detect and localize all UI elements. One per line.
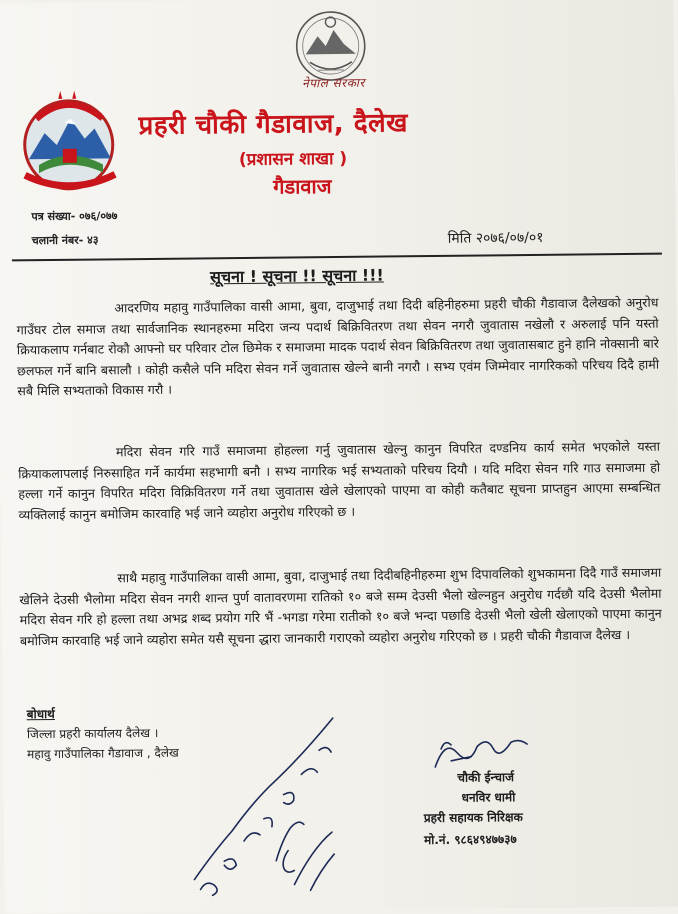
signatory-mobile: मो.नं. ९८६४९४७७३७: [423, 832, 517, 848]
seal-caption: नेपाल सरकार: [302, 75, 365, 91]
signatory-rank: प्रहरी सहायक निरिक्षक: [423, 810, 523, 826]
letter-date: मिति २०७६/०७/०१: [447, 229, 544, 247]
letter-number: पत्र संख्या- ०७६/०७७: [31, 209, 118, 224]
header-divider: [12, 253, 662, 262]
dispatch-number: चलानी नंबर- ४३: [31, 233, 99, 248]
office-title: प्रहरी चौकी गैडावाज, दैलेख: [138, 108, 409, 142]
notice-heading: सूचना ! सूचना !! सूचना !!!: [210, 265, 384, 287]
bodhartha-recipient: महावु गाउँपालिका गैडावाज , दैलेख: [27, 745, 179, 762]
notice-paragraph-2: मदिरा सेवन गरि गाउँ समाजमा होहल्ला गर्नु जुवातास खेल्नु कानुन विपरित दण्डनिय कार्य समेत भएकोले यस्ता क्रियाकलापलाई निरुसाहित गर्ने कार्यमा सहभागी बनौ । सभ्य नागरिक भई सभ्यताको परिचय दियौ । यदि मदिरा सेवन गरि गाउ समाजमा हो हल्ला गर्ने कानुन विपरित मदिरा विक्रिवितरण गर्ने तथा जुवातास खेले खेलाएको पाएमा वा कोही कतैबाट सूचना प्राप्तहुन आएमा सम्बन्धित व्यक्तिलाई कानुन बमोजिम कारवाहि भई जाने व्यहोरा अनुरोध गरिएको छ ।: [18, 438, 661, 522]
notice-paragraph-1: आदरणिय महावु गाउँपालिका वासी आमा, बुवा, दाजुभाई तथा दिदी बहिनीहरुमा प्रहरी चौकी गैडावाज दैलेखको अनुरोध गाउँघर टोल समाज तथा सार्वजानिक स्थानहरुमा मदिरा जन्य पदार्थ बिक्रिवितरण तथा सेवन नगरौ जुवातास नखेलौ र अरुलाई पनि यस्तो क्रियाकलाप गर्नबाट रोकौ आफ्नो घर परिवार टोल छिमेक र समाजमा मादक पदार्थ सेवन बिक्रिवितरण तथा जुवातासबाट हुने हानि नोक्सानी बारे छलफल गर्ने बानि बसालौ । कोही कसैले पनि मदिरा सेवन गर्ने जुवातास खेल्ने बानी नगरौ । सभ्य एवंम जिम्मेवार नागरिकको परिचय दिदै हामी सबै मिलि सभ्यताको विकास गरौ ।: [16, 294, 660, 399]
branch-name: (प्रशासन शाखा ): [238, 148, 348, 171]
bodhartha-label: बोधार्थ: [26, 706, 55, 722]
notice-paragraph-3: साथै महावु गाउँपालिका वासी आमा, बुवा, दाजुभाई तथा दिदीबहिनीहरुमा शुभ दिपावलिको शुभकामना दिदै गाउँ समाजमा खेलिने देउसी भैलोमा मदिरा सेवन नगरी शान्त पुर्ण वातावरणमा रातिको १० बजे सम्म देउसी भैलो खेल्नहुन अनुरोध गर्दछौ यदि देउसी भैलोमा मदिरा सेवन गरि हो हल्ला तथा अभद्र शब्द प्रयोग गरि भैं -भगडा गरेमा रातीको १० बजे भन्दा पछाडि देउसी भैलो खेली खेलाएको पाएमा कानुन बमोजिम कारवाहि भई जाने व्यहोरा समेत यसै सूचना द्धारा जानकारी गराएको व्यहोरा अनुरोध गरिएको छ । प्रहरी चौकी गैडावाज दैलेख ।: [19, 564, 662, 648]
bodhartha-recipient: जिल्ला प्रहरी कार्यालय दैलेख ।: [26, 725, 159, 742]
signatory-name: धनविर धामी: [461, 790, 516, 805]
signatory-role: चौकी ईन्चार्ज: [457, 770, 515, 785]
place-name: गैडावाज: [273, 174, 332, 199]
officer-signature-icon: [431, 728, 531, 773]
handwritten-receipt-note-icon: [183, 700, 365, 902]
nepal-emblem-icon: [10, 86, 129, 195]
